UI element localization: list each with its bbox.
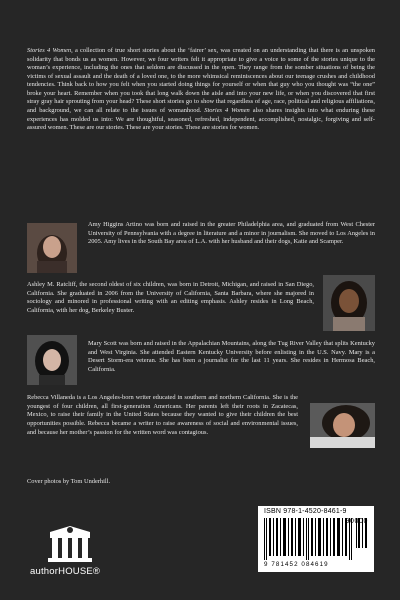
book-title-italic-2: Stories 4 Women — [204, 107, 250, 114]
isbn-number: ISBN 978-1-4520-8461-9 — [264, 508, 347, 515]
intro-text-2: also shares insights into what enduring these experiences has molded us into: We are thoughtful, seasoned, refreshed, independent, accomplished, nostalgic, forgiving and self-assured women. These are our stories. These are your stories. These are stories for women. — [27, 107, 376, 132]
barcode-digits: 9 781452 084619 — [264, 561, 329, 568]
author-photo-rebecca — [310, 403, 375, 448]
bio-ashley: Ashley M. Ratcliff, the second oldest of six children, was born in Detroit, Michigan, and raised in San Diego, California. She graduated in 2006 from the University of California, Santa Barbara, where she majored in sociology and minored in professional writing with an editing emphasis. Ashley resides in Long Beach, California, with her dog, Berkeley Buster. — [27, 281, 314, 314]
author-photo-amy — [27, 223, 77, 273]
intro-paragraph — [27, 47, 375, 132]
barcode-bars — [264, 518, 368, 560]
author-photo-ashley — [323, 275, 375, 331]
bio-amy: Amy Higgins Artino was born and raised in the greater Philadelphia area, and graduated from West Chester University of Pennsylvania with a degree in literature and a minor in journalism. She moved to Los Angeles in 2005. Amy lives in the South Bay area of L.A. with her husband and their dogs, Katie and Scamper. — [88, 221, 375, 246]
isbn-barcode — [258, 506, 374, 572]
bio-mary: Mary Scott was born and raised in the Appalachian Mountains, along the Tug River Valley that splits Kentucky and West Virginia. She attended Eastern Kentucky University before enlisting in the U.S. Navy. Mary is a Desert Storm-era veteran. She has been a journalist for the last 11 years. She resides in Hermosa Beach, California. — [88, 340, 375, 373]
intro-text-1: , a collection of true short stories about the ‘fairer’ sex, was created on an understanding that there is an unspoken solidarity that bonds us as women. However, we four writers felt it appropriate to give a voice to some of the stories unique to the woman’s experience, including the ones that seldom are discussed in the open. They range from the somber situations of being the victims of sexual assault and the death of a loved one, to the more whimsical reminiscences about our teenage crushes and childhood tendencies. Think back to how you felt when you started doing things for yourself or when that guy who you thought was “the one” broke your heart. Remember when you took that long walk down the aisle and into your new life, or when you discovered that first stray gray hair sprouting from your head? These short stories go to show that regardless of age, race, political and religious affiliations, and background, we can all relate to the issues of womanhood. — [27, 47, 375, 114]
publisher-name: authorHOUSE® — [30, 566, 101, 577]
bio-rebecca: Rebecca Villaneda is a Los Angeles-born writer educated in southern and northern California. She is the youngest of four children, all first-generation Americans. Her parents left their roots in Zacatecas, Mexico, to raise their family in the United States because they wanted to give their children the best opportunities possible. Rebecca became a writer to raise awareness of social and environmental issues, and because her mother’s passion for the written word was contagious. — [27, 394, 298, 436]
author-photo-mary — [27, 335, 77, 385]
book-title-italic: Stories 4 Women — [27, 47, 72, 55]
cover-photo-credits: Cover photos by Tom Underhill. — [27, 478, 111, 485]
